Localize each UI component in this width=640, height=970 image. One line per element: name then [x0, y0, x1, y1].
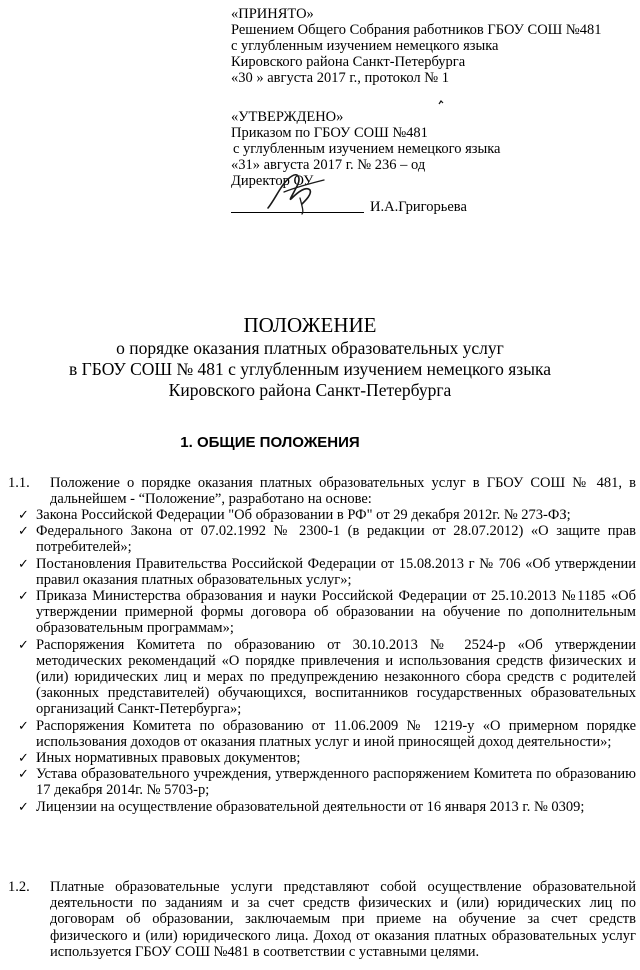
clause-1-2: [8, 879, 636, 960]
list-item-text: Иных нормативных правовых документов;: [36, 750, 301, 767]
list-item-text: Закона Российской Федерации "Об образовании в РФ" от 29 декабря 2012г. № 273-ФЗ;: [36, 507, 571, 523]
clause-number: 1.1.: [8, 475, 30, 491]
checkmark-icon: ✓: [18, 717, 29, 733]
clause-1-1: [8, 475, 636, 507]
list-item: [14, 718, 636, 750]
document-subtitle-line: о порядке оказания платных образовательных услуг: [116, 338, 504, 358]
list-item: [14, 523, 636, 555]
ink-speck: [438, 100, 444, 106]
list-item-text: Постановления Правительства Российской Федерации от 15.08.2013 г № 706 «Об утверждении правил оказания платных образовательных услуг»;: [36, 555, 636, 588]
list-item: [14, 799, 636, 815]
checkmark-icon: ✓: [18, 507, 29, 522]
list-item-text: Лицензии на осуществление образовательной деятельности от 16 января 2013 г. № 0309;: [36, 798, 585, 815]
list-item-text: Приказа Министерства образования и науки Российской Федерации от 25.10.2013 №1185 «Об утверждении примерной формы договора об образовании на обучение по дополнительным образовательным программам»;: [36, 588, 636, 637]
basis-list: [14, 507, 636, 815]
list-item-text: Федерального Закона от 07.02.1992 № 2300-1 (в редакции от 28.07.2012) «О защите прав потребителей»;: [36, 523, 636, 556]
accepted-line: Кировского района Санкт-Петербурга: [231, 54, 466, 70]
checkmark-icon: ✓: [18, 798, 29, 814]
list-item: [14, 766, 636, 798]
checkmark-icon: ✓: [18, 636, 29, 652]
approved-line: с углубленным изучением немецкого языка: [233, 141, 501, 157]
approved-title: «УТВЕРЖДЕНО»: [231, 109, 344, 125]
accepted-block: [231, 6, 602, 86]
checkmark-icon: ✓: [18, 750, 29, 766]
clause-text: Положение о порядке оказания платных образовательных услуг в ГБОУ СОШ № 481, в дальнейшем - “Положение”, разработано на основе:: [50, 475, 636, 508]
checkmark-icon: ✓: [18, 766, 29, 782]
document-subtitle-line: Кировского района Санкт-Петербурга: [168, 380, 452, 400]
list-item-text: Распоряжения Комитета по образованию от 30.10.2013 № 2524-р «Об утверждении методических рекомендаций «О порядке привлечения и использования средств физических и (или) юридических лиц и мерах по предупреждению незаконного сбора средств с родителей (законных представителей) обучающихся, воспитанников государственных образовательных организаций Санкт-Петербурга»;: [36, 636, 636, 718]
signer-name: И.А.Григорьева: [370, 199, 467, 215]
checkmark-icon: ✓: [18, 588, 29, 604]
document-subtitle-line: в ГБОУ СОШ № 481 с углубленным изучением немецкого языка: [69, 359, 551, 379]
list-item: [14, 750, 636, 766]
document-title: ПОЛОЖЕНИЕ: [243, 313, 377, 337]
accepted-line: Решением Общего Собрания работников ГБОУ СОШ №481: [231, 22, 602, 38]
approved-line: Директор ОУ: [231, 173, 314, 189]
list-item-text: Распоряжения Комитета по образованию от 11.06.2009 № 1219-у «О примерном порядке использования доходов от оказания платных услуг и иной приносящей доход деятельности»;: [36, 717, 636, 750]
approved-line: «31» августа 2017 г. № 236 – од: [231, 157, 426, 173]
handwritten-signature: [262, 168, 332, 216]
checkmark-icon: ✓: [18, 555, 29, 571]
list-item-text: Устава образовательного учреждения, утвержденного распоряжением Комитета по образованию 17 декабря 2014г. № 5703-р;: [36, 766, 636, 799]
list-item: [14, 637, 636, 718]
clause-number: 1.2.: [8, 879, 30, 895]
list-item: [14, 556, 636, 588]
list-item: [14, 588, 636, 637]
accepted-line: с углубленным изучением немецкого языка: [231, 38, 499, 54]
clause-text: Платные образовательные услуги представляют собой осуществление образовательной деятельности по заданиям и за счет средств физических и (или) юридических лиц по договорам об образовании, заключаемым при приеме на обучение за счет средств физического и (или) юридического лица. Доход от оказания платных образовательных услуг используется ГБОУ СОШ №481 в соответствии с уставными целями.: [50, 879, 636, 960]
accepted-line: «30 » августа 2017 г., протокол № 1: [231, 70, 449, 86]
checkmark-icon: ✓: [18, 523, 29, 539]
document-title-block: [0, 312, 620, 401]
list-item: [14, 507, 636, 523]
approved-line: Приказом по ГБОУ СОШ №481: [231, 125, 428, 141]
accepted-title: «ПРИНЯТО»: [231, 6, 314, 22]
section-heading: 1. ОБЩИЕ ПОЛОЖЕНИЯ: [180, 434, 360, 451]
